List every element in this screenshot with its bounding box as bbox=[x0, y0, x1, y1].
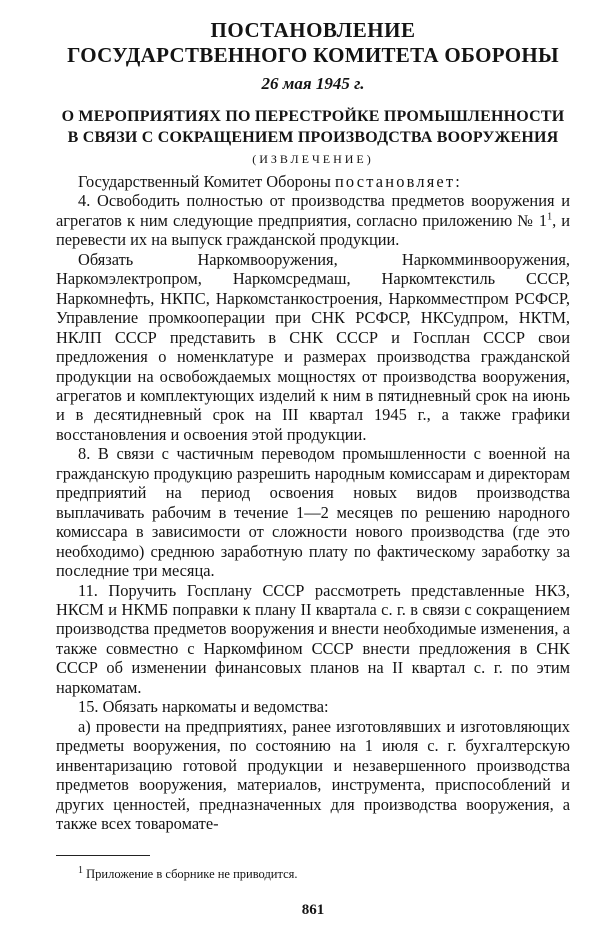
decree-subject-line-2: В СВЯЗИ С СОКРАЩЕНИЕМ ПРОИЗВОДСТВА ВООРУЖЕНИЯ bbox=[67, 129, 559, 146]
paragraph-15: 15. Обязать наркоматы и ведомства: bbox=[78, 697, 329, 717]
paragraph-4-text: 4. Освободить полностью от производства предметов вооружения и агрегатов к ним следующие предприятия, согласно приложению № 1 bbox=[56, 191, 570, 230]
intro-colon: : bbox=[455, 172, 460, 191]
paragraph-11: 11. Поручить Госплану СССР рассмотреть представленные НКЗ, НКСМ и НКМБ поправки к плану II квартала с. г. в связи с сокращением производства предметов вооружения и внести необходимые изменения, а также совместно с Наркомфином СССР внести предложения в СНК СССР об изменении финансовых планов на II квартал с. г. по этим наркоматам. bbox=[56, 580, 570, 697]
document-page bbox=[56, 0, 570, 940]
paragraph-4-tail: , и перевести их на выпуск гражданской продукции. bbox=[56, 210, 570, 250]
intro-verb: постановляет bbox=[334, 172, 456, 191]
extract-note: (ИЗВЛЕЧЕНИЕ) bbox=[252, 152, 374, 166]
page-number: 861 bbox=[301, 902, 325, 918]
paragraph-8: 8. В связи с частичным переводом промышленности с военной на гражданскую продукцию разрешить народным комиссарам и директорам предприятий на период освоения новых видов производства выплачивать рабочим в течение 1—2 месяцев по решению народного комиссара в зависимости от сложности нового производства (где это необходимо) среднюю заработную плату по фактическому заработку за последние три месяца. bbox=[56, 444, 570, 581]
footnote-mark: 1 bbox=[78, 864, 83, 876]
footnote-text: Приложение в сборнике не приводится. bbox=[83, 867, 298, 881]
decree-date: 26 мая 1945 г. bbox=[261, 74, 365, 93]
decree-title-line-2: ГОСУДАРСТВЕННОГО КОМИТЕТА ОБОРОНЫ bbox=[67, 43, 559, 67]
paragraph-4 bbox=[56, 191, 570, 249]
footnote-divider bbox=[56, 855, 150, 856]
decree-title-line-1: ПОСТАНОВЛЕНИЕ bbox=[210, 18, 416, 42]
decree-subject-line-1: О МЕРОПРИЯТИЯХ ПО ПЕРЕСТРОЙКЕ ПРОМЫШЛЕННОСТИ bbox=[61, 108, 565, 125]
decree-body bbox=[56, 172, 570, 833]
intro-lead: Государственный Комитет Обороны bbox=[78, 172, 335, 191]
footnote bbox=[56, 866, 570, 882]
paragraph-15a: а) провести на предприятиях, ранее изготовлявших и изготовляющих предметы вооружения, по состоянию на 1 июля с. г. бухгалтерскую инвентаризацию готовой продукции и незавершенного производства предметов вооружения, материалов, инструмента, приспособлений и других ценностей, предназначенных для производства вооружения, а также всех товаромате- bbox=[56, 716, 570, 833]
paragraph-4-oblige: Обязать Наркомвооружения, Наркомминвооружения, Наркомэлектропром, Наркомсредмаш, Наркомтекстиль СССР, Наркомнефть, НКПС, Наркомстанкостроения, Наркомместпром РСФСР, Управление промкооперации при СНК РСФСР, НКСудпром, НКТМ, НКЛП СССР представить в СНК СССР и Госплан СССР свои предложения о номенклатуре и размерах производства гражданской продукции на освобождаемых мощностях от производства вооружения, агрегатов и комплектующих изделий к ним в пятидневный срок на июнь и в десятидневный срок на III квартал 1945 г., а также графики восстановления и освоения этой продукции. bbox=[56, 249, 570, 444]
footnote-reference: 1 bbox=[547, 211, 553, 223]
intro-paragraph bbox=[56, 172, 570, 191]
